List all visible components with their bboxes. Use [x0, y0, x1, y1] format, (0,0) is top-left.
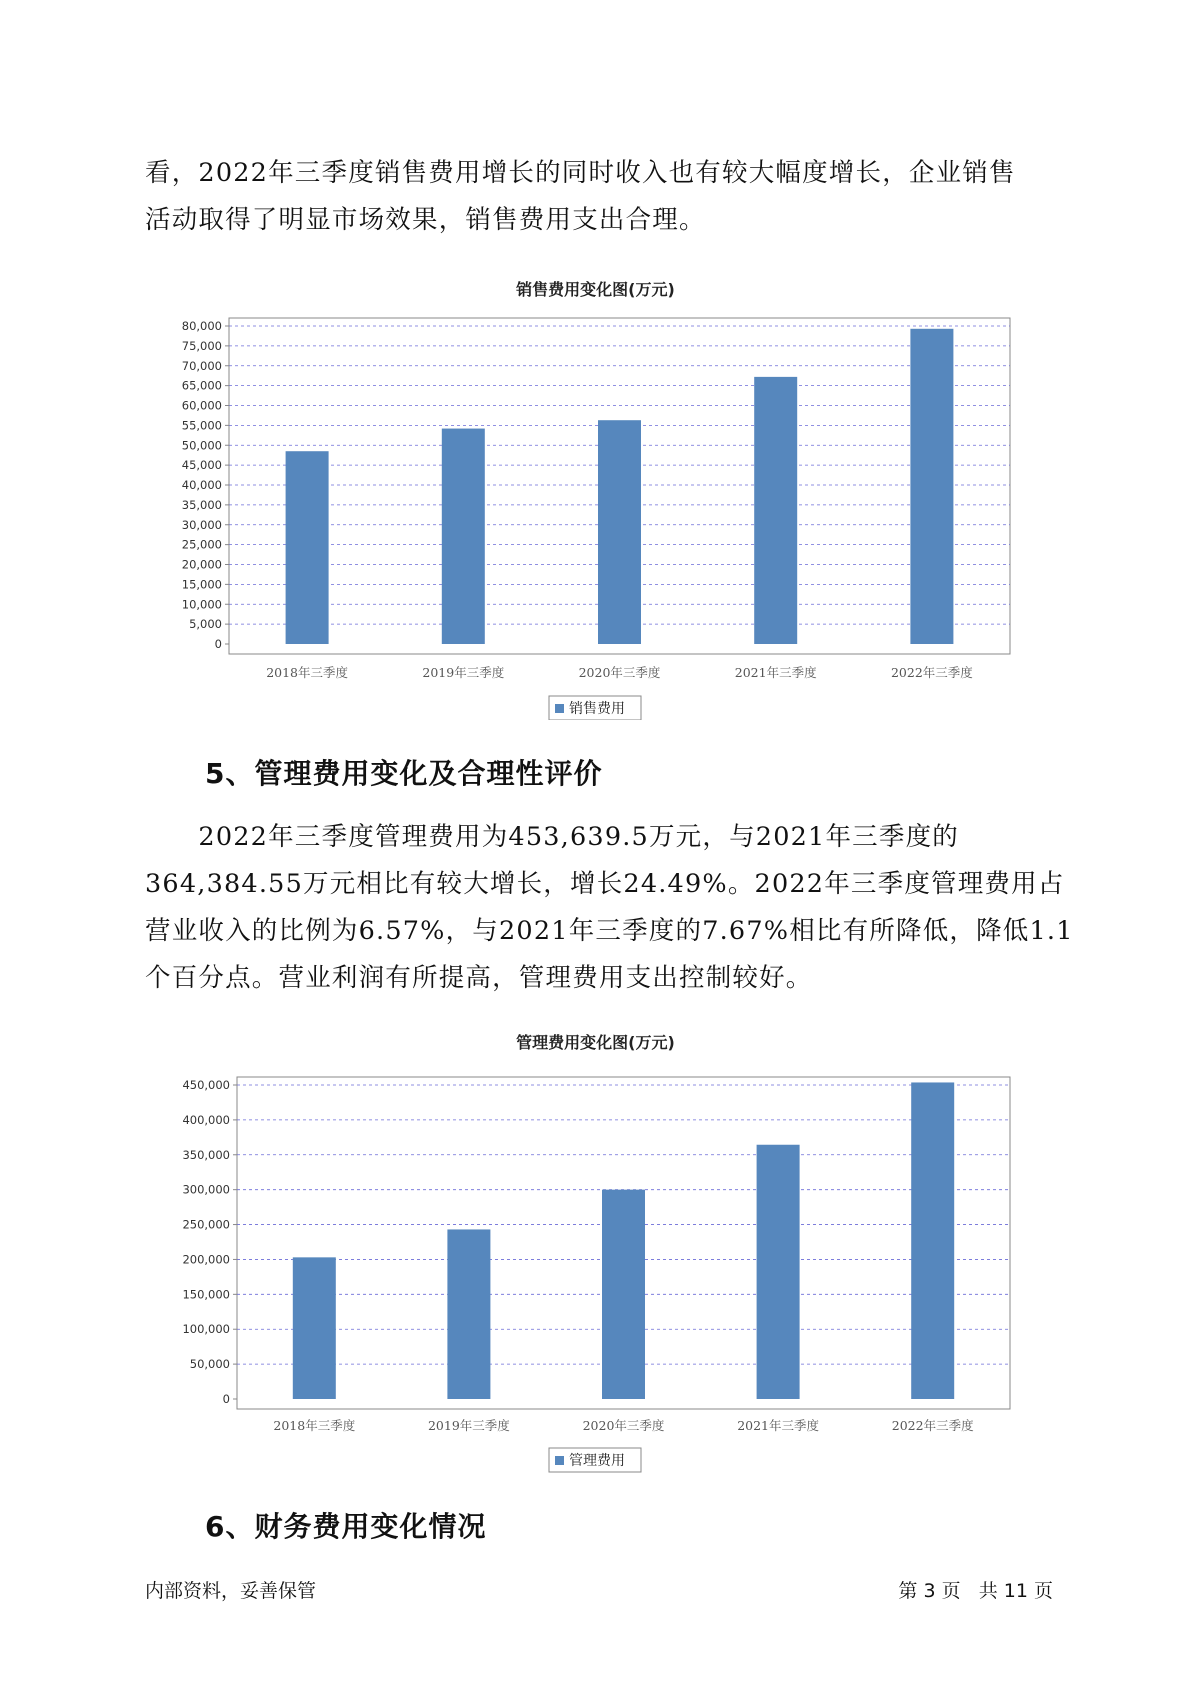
x-tick-label: 2022年三季度 — [890, 665, 973, 680]
x-tick-label: 2021年三季度 — [734, 665, 817, 680]
y-tick-label: 55,000 — [181, 418, 222, 433]
bar — [911, 1082, 954, 1399]
y-tick-label: 100,000 — [182, 1322, 230, 1337]
bar — [757, 1145, 800, 1399]
total-prefix: 共 — [978, 1580, 998, 1602]
intro-line-1: 看，2022年三季度销售费用增长的同时收入也有较大幅度增长，企业销售 — [145, 158, 1016, 188]
footer-page-number — [898, 1576, 1053, 1603]
y-tick-label: 20,000 — [181, 557, 222, 572]
y-tick-label: 70,000 — [181, 358, 222, 373]
y-tick-label: 150,000 — [182, 1287, 230, 1302]
bar — [602, 1190, 645, 1399]
y-tick-label: 400,000 — [182, 1112, 230, 1127]
section-5-paragraph — [145, 814, 1074, 1002]
x-tick-label: 2018年三季度 — [266, 665, 349, 680]
bar — [293, 1257, 336, 1399]
x-tick-label: 2020年三季度 — [582, 1418, 665, 1433]
total-num: 11 — [1003, 1580, 1028, 1602]
legend-label: 销售费用 — [569, 701, 625, 717]
section-5-line-3: 营业收入的比例为6.57%，与2021年三季度的7.67%相比有所降低，降低1.1 — [145, 916, 1074, 946]
y-tick-label: 65,000 — [181, 378, 222, 393]
y-tick-label: 15,000 — [181, 577, 222, 592]
x-tick-label: 2020年三季度 — [578, 665, 661, 680]
y-tick-label: 300,000 — [182, 1182, 230, 1197]
y-tick-label: 45,000 — [181, 458, 222, 473]
footer-confidential: 内部资料，妥善保管 — [145, 1580, 317, 1602]
total-unit: 页 — [1033, 1580, 1053, 1602]
y-tick-label: 50,000 — [181, 438, 222, 453]
admin-expense-chart — [0, 1056, 1191, 1486]
intro-paragraph — [145, 150, 1050, 244]
x-tick-label: 2019年三季度 — [422, 665, 505, 680]
section-6-heading: 6、财务费用变化情况 — [205, 1510, 487, 1543]
intro-line-2: 活动取得了明显市场效果，销售费用支出合理。 — [145, 205, 706, 235]
y-tick-label: 200,000 — [182, 1252, 230, 1267]
y-tick-label: 35,000 — [181, 497, 222, 512]
y-tick-label: 75,000 — [181, 338, 222, 353]
bar — [442, 429, 485, 644]
sales-expense-chart — [0, 300, 1191, 720]
page-prefix: 第 — [898, 1580, 918, 1602]
bar — [598, 420, 641, 644]
sales-chart-title: 销售费用变化图(万元) — [516, 280, 675, 299]
y-tick-label: 80,000 — [181, 319, 222, 333]
x-tick-label: 2018年三季度 — [273, 1418, 356, 1433]
y-tick-label: 10,000 — [181, 597, 222, 612]
page-unit: 页 — [941, 1580, 961, 1602]
y-tick-label: 30,000 — [181, 517, 222, 532]
legend-swatch — [555, 1456, 564, 1465]
section-5-line-4: 个百分点。营业利润有所提高，管理费用支出控制较好。 — [145, 963, 813, 993]
y-tick-label: 50,000 — [189, 1357, 230, 1372]
y-tick-label: 5,000 — [189, 617, 222, 632]
y-tick-label: 25,000 — [181, 537, 222, 552]
y-tick-label: 40,000 — [181, 478, 222, 492]
bar — [910, 329, 953, 644]
y-tick-label: 350,000 — [182, 1147, 230, 1162]
admin-chart-title: 管理费用变化图(万元) — [516, 1033, 675, 1052]
section-5-line-2: 364,384.55万元相比有较大增长，增长24.49%。2022年三季度管理费用占 — [145, 869, 1065, 899]
y-tick-label: 60,000 — [181, 398, 222, 413]
y-tick-label: 450,000 — [182, 1078, 230, 1092]
bar — [447, 1229, 490, 1399]
legend-label: 管理费用 — [569, 1453, 625, 1469]
x-tick-label: 2019年三季度 — [427, 1418, 510, 1433]
section-5-heading: 5、管理费用变化及合理性评价 — [205, 757, 603, 790]
y-tick-label: 0 — [214, 637, 222, 651]
section-5-line-1: 2022年三季度管理费用为453,639.5万元，与2021年三季度的 — [145, 822, 959, 852]
y-tick-label: 0 — [222, 1392, 230, 1406]
x-tick-label: 2021年三季度 — [737, 1418, 820, 1433]
legend-swatch — [555, 704, 564, 713]
page-num: 3 — [923, 1580, 936, 1602]
x-tick-label: 2022年三季度 — [891, 1418, 974, 1433]
bar — [754, 377, 797, 644]
bar — [286, 451, 329, 644]
y-tick-label: 250,000 — [182, 1217, 230, 1232]
